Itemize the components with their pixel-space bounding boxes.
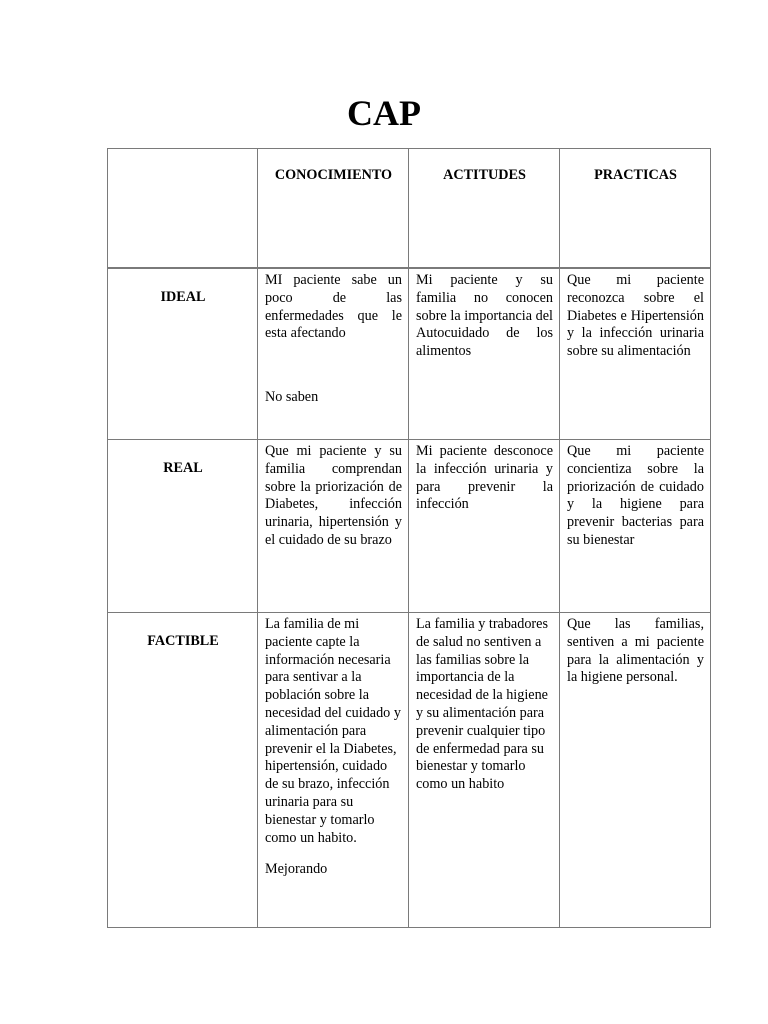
cell-ideal-actitudes: Mi paciente y su familia no conocen sobre la importancia del Autocuidado de los alimentos (409, 268, 560, 440)
table-header-row (108, 149, 711, 269)
row-label-factible: FACTIBLE (108, 613, 258, 928)
cap-table (107, 148, 711, 928)
header-conocimiento: CONOCIMIENTO (258, 149, 409, 269)
cell-factible-practicas: Que las familias, sentiven a mi paciente para la alimentación y la higiene personal. (560, 613, 711, 928)
table-row-ideal (108, 268, 711, 440)
cell-factible-actitudes: La familia y trabadores de salud no sentiven a las familias sobre la importancia de la necesidad de la higiene y su alimentación para prevenir cualquier tipo de enfermedad para su bienestar y tomarlo como un habito (409, 613, 560, 928)
cell-note: Mejorando (265, 861, 328, 878)
cell-factible-conocimiento (258, 613, 409, 928)
header-empty-cell (108, 149, 258, 269)
table-row-factible (108, 613, 711, 928)
header-actitudes: ACTITUDES (409, 149, 560, 269)
cell-ideal-conocimiento (258, 268, 409, 440)
header-practicas: PRACTICAS (560, 149, 711, 269)
document-title: CAP (347, 93, 421, 133)
cell-real-practicas: Que mi paciente concientiza sobre la priorización de cuidado y la higiene para prevenir bacterias para su bienestar (560, 440, 711, 613)
row-label-ideal: IDEAL (108, 268, 258, 440)
cell-real-actitudes: Mi paciente desconoce la infección urinaria y para prevenir la infección (409, 440, 560, 613)
cell-real-conocimiento: Que mi paciente y su familia comprendan sobre la priorización de Diabetes, infección urinaria, hipertensión y el cuidado de su brazo (258, 440, 409, 613)
cell-text: La familia de mi paciente capte la información necesaria para sentivar a la población sobre la necesidad del cuidado y alimentación para prevenir el la Diabetes, hipertensión, cuidado de su brazo, infección urinaria para su bienestar y tomarlo como un habito. (265, 616, 401, 846)
cell-note: No saben (265, 389, 319, 406)
cell-ideal-practicas: Que mi paciente reconozca sobre el Diabetes e Hipertensión y la infección urinaria sobre su alimentación (560, 268, 711, 440)
cell-text: MI paciente sabe un poco de las enfermedades que le esta afectando (265, 272, 402, 342)
row-label-real: REAL (108, 440, 258, 613)
table-row-real (108, 440, 711, 613)
